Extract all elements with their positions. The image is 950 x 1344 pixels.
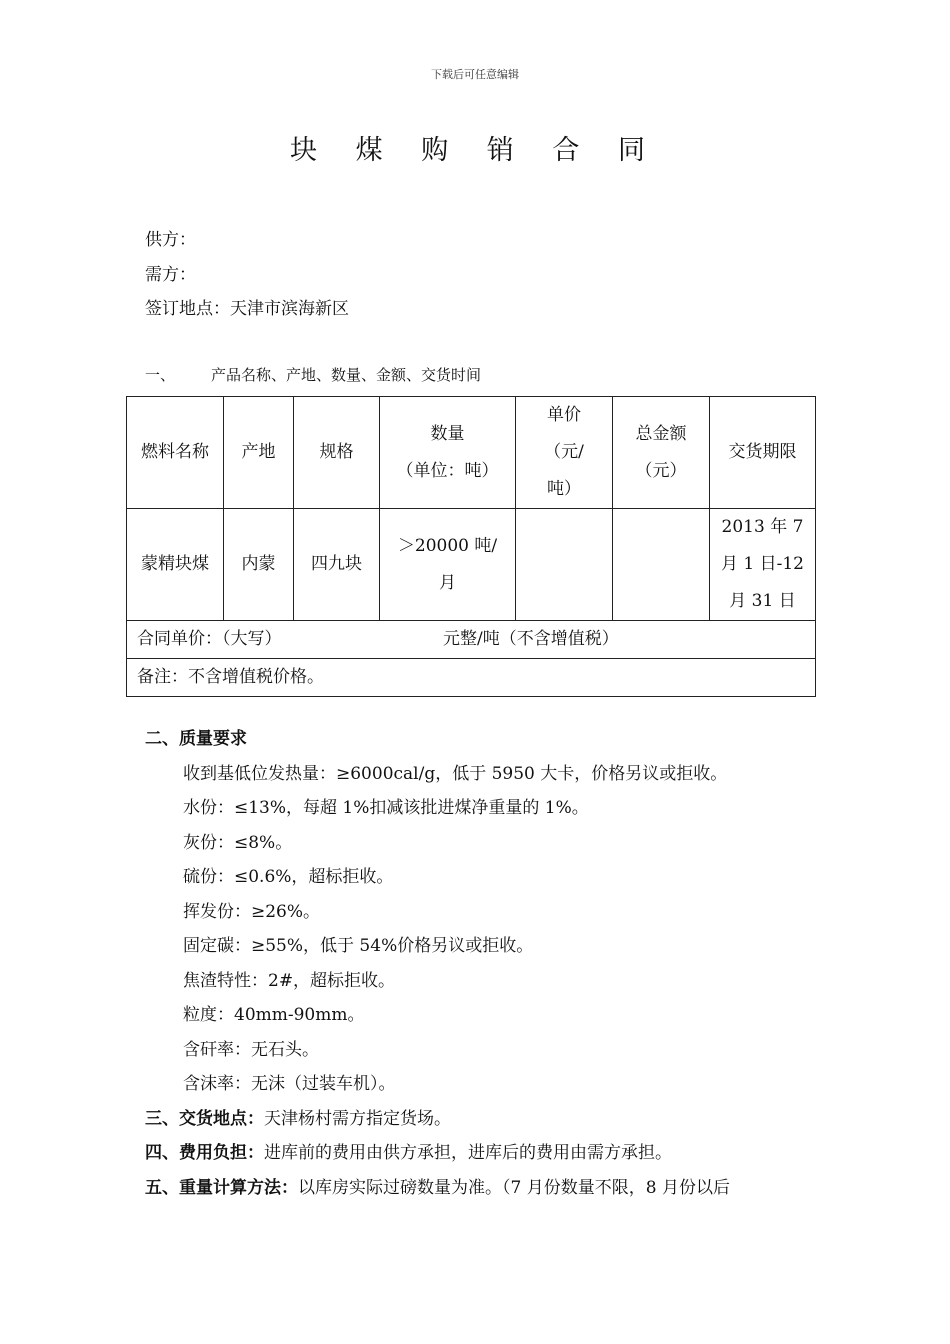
remark-row <box>127 659 816 697</box>
cell-total <box>613 509 710 621</box>
document-title: 块 煤 购 销 合 同 <box>290 135 660 166</box>
section-3-text: 天津杨村需方指定货场。 <box>264 1109 451 1129</box>
unit-price-cell <box>127 621 816 659</box>
quality-item: 固定碳：≥55%，低于 54%价格另议或拒收。 <box>183 936 534 956</box>
section-1-number: 一、 <box>145 366 176 384</box>
supplier-line: 供方： <box>145 230 196 250</box>
header-note: 下载后可任意编辑 <box>431 68 519 81</box>
quality-item: 粒度：40mm-90mm。 <box>183 1005 365 1025</box>
quality-item: 水份：≤13%，每超 1%扣减该批进煤净重量的 1%。 <box>183 798 589 818</box>
quality-item: 含矸率：无石头。 <box>183 1040 319 1060</box>
header-fuel: 燃料名称 <box>127 397 224 509</box>
header-total-line1: 总金额 <box>635 423 687 444</box>
header-quantity-line2: （单位：吨） <box>396 460 499 481</box>
signing-place-line <box>145 294 349 319</box>
signing-place-label: 签订地点： <box>145 299 230 319</box>
cell-fuel: 蒙精块煤 <box>127 509 224 621</box>
header-delivery: 交货期限 <box>710 397 816 509</box>
section-4-text: 进库前的费用由供方承担，进库后的费用由需方承担。 <box>264 1143 672 1163</box>
cell-origin: 内蒙 <box>224 509 294 621</box>
quality-item: 硫份：≤0.6%，超标拒收。 <box>183 867 394 887</box>
section-3-label: 三、交货地点： <box>145 1109 264 1129</box>
cell-delivery-line3: 月 31 日 <box>729 591 796 611</box>
header-price-line2: （元/ <box>544 442 584 462</box>
signing-place-value: 天津市滨海新区 <box>230 299 349 319</box>
header-total-line2: （元） <box>635 460 687 481</box>
quality-item: 挥发份：≥26%。 <box>183 902 321 922</box>
section-1-title: 产品名称、产地、数量、金额、交货时间 <box>211 366 482 384</box>
header-quantity <box>380 397 516 509</box>
table-row <box>127 509 816 621</box>
section-5-line <box>145 1173 730 1198</box>
header-price-line1: 单价 <box>547 405 581 425</box>
table-header-row <box>127 397 816 509</box>
section-5-label: 五、重量计算方法： <box>145 1178 298 1198</box>
cell-quantity-line1: ＞20000 吨/ <box>397 535 498 556</box>
quality-item: 含沫率：无沫（过装车机）。 <box>183 1074 396 1094</box>
header-total <box>613 397 710 509</box>
header-origin: 产地 <box>224 397 294 509</box>
cell-spec: 四九块 <box>294 509 380 621</box>
cell-unit-price <box>516 509 613 621</box>
section-3-line <box>145 1104 451 1129</box>
remark-cell: 备注：不含增值税价格。 <box>127 659 816 697</box>
section-1-heading <box>145 364 481 385</box>
quality-item: 焦渣特性：2#，超标拒收。 <box>183 971 396 991</box>
unit-price-label: 合同单价：（大写） <box>137 629 282 649</box>
cell-quantity-line2: 月 <box>439 572 456 593</box>
section-2-heading: 二、质量要求 <box>145 729 247 749</box>
cell-delivery <box>710 509 816 621</box>
header-unit-price <box>516 397 613 509</box>
buyer-line: 需方： <box>145 265 196 285</box>
header-quantity-line1: 数量 <box>430 423 465 444</box>
header-price-line3: 吨） <box>547 479 581 499</box>
unit-price-row <box>127 621 816 659</box>
product-table <box>126 396 816 697</box>
quality-item: 灰份：≤8%。 <box>183 833 293 853</box>
cell-delivery-line2: 月 1 日-12 <box>721 554 804 574</box>
quality-item: 收到基低位发热量：≥6000cal/g，低于 5950 大卡，价格另议或拒收。 <box>183 764 728 784</box>
header-spec: 规格 <box>294 397 380 509</box>
section-5-text: 以库房实际过磅数量为准。（7 月份数量不限，8 月份以后 <box>298 1178 730 1198</box>
section-4-label: 四、费用负担： <box>145 1143 264 1163</box>
unit-price-suffix: 元整/吨（不含增值税） <box>443 629 619 649</box>
cell-quantity <box>380 509 516 621</box>
cell-delivery-line1: 2013 年 7 <box>721 517 804 537</box>
section-4-line <box>145 1138 672 1163</box>
